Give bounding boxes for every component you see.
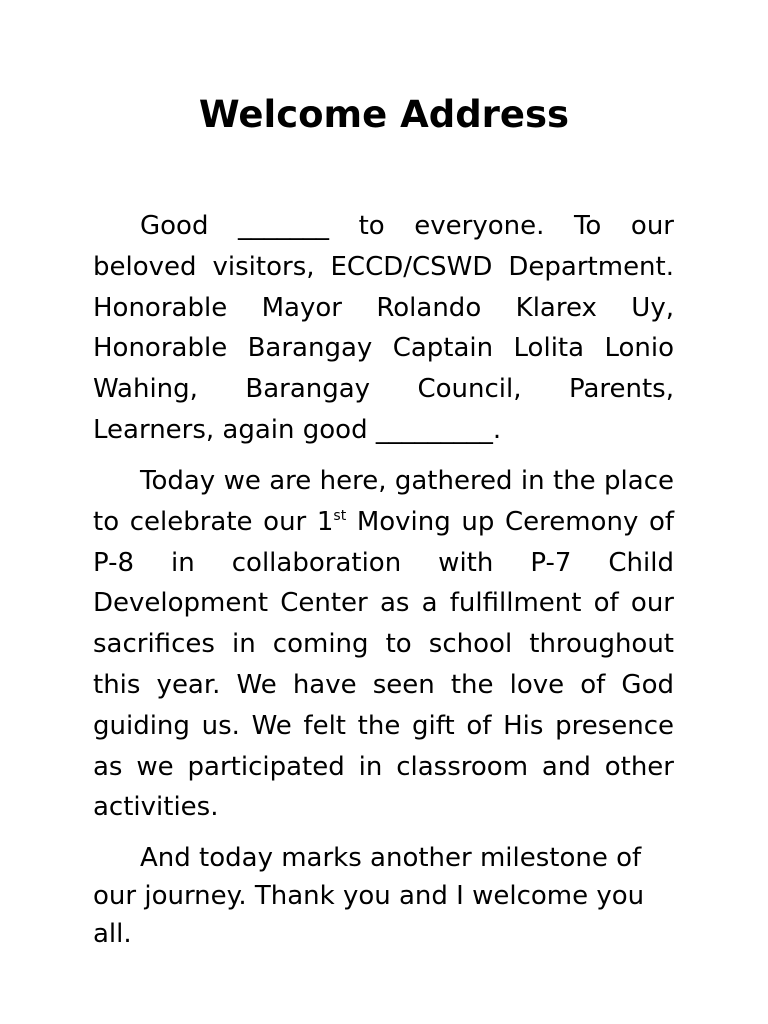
ordinal-suffix: st xyxy=(333,507,347,524)
paragraph-closing: And today marks another milestone of our journey. Thank you and I welcome you all. xyxy=(93,843,645,949)
paragraph-celebration xyxy=(93,461,674,828)
paragraph-celebration-text-end: Moving up Ceremony of P-8 in collaboration with P-7 Child Development Center as a fulfillment of our sacrifices in coming to school throughout this year. We have seen the love of God guiding us. We felt the gift of His presence as we participated in classroom and other activities. xyxy=(93,506,675,823)
document-title: Welcome Address xyxy=(198,93,570,136)
paragraph-greeting: Good _______ to everyone. To our beloved visitors, ECCD/CSWD Department. Honorable Mayor Rolando Klarex Uy, Honorable Barangay Captain Lolita Lonio Wahing, Barangay Council, Parents, Learners, again good _________. xyxy=(93,211,674,445)
paragraph-celebration-text-start: Today we are here, gathered in the place to celebrate our 1 xyxy=(93,466,674,537)
